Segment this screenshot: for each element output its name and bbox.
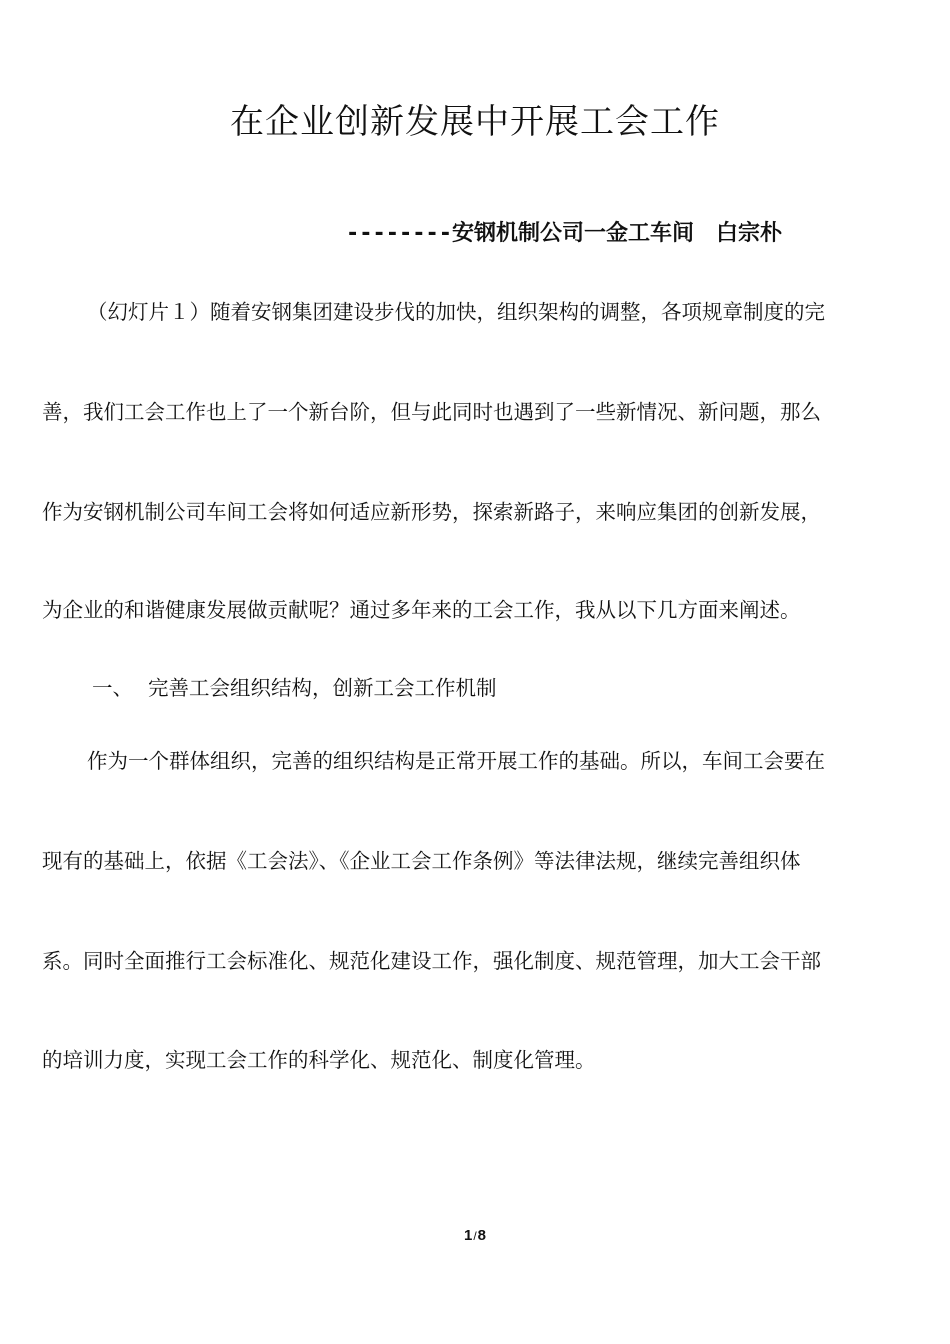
section-1-heading (92, 673, 950, 703)
paragraph-2-line-3: 系。同时全面推行工会标准化、规范化建设工作，强化制度、规范管理，加大工会干部 (42, 949, 821, 973)
document-byline: --------安钢机制公司一金工车间 白宗朴 (346, 221, 782, 246)
page-number (0, 1225, 950, 1247)
paragraph-2-line-1: 作为一个群体组织，完善的组织结构是正常开展工作的基础。所以，车间工会要在 (87, 749, 825, 773)
section-1-number: 一、 (92, 676, 133, 700)
page-current: 1 (463, 1227, 473, 1244)
page-total: 8 (477, 1227, 487, 1244)
page-separator: / (473, 1229, 477, 1243)
paragraph-2-line-4: 的培训力度，实现工会工作的科学化、规范化、制度化管理。 (42, 1048, 596, 1072)
document-title: 在企业创新发展中开展工会工作 (230, 102, 720, 142)
section-1-title: 完善工会组织结构，创新工会工作机制 (148, 676, 497, 700)
paragraph-1-line-3: 作为安钢机制公司车间工会将如何适应新形势，探索新路子，来响应集团的创新发展， (42, 500, 821, 524)
paragraph-2-line-2: 现有的基础上，依据《工会法》、《企业工会工作条例》等法律法规，继续完善组织体 (42, 849, 801, 873)
paragraph-1-line-4: 为企业的和谐健康发展做贡献呢？通过多年来的工会工作，我从以下几方面来阐述。 (42, 598, 801, 622)
paragraph-1-line-1: （幻灯片１）随着安钢集团建设步伐的加快，组织架构的调整，各项规章制度的完 (87, 300, 825, 324)
paragraph-1-line-2: 善，我们工会工作也上了一个新台阶，但与此同时也遇到了一些新情况、新问题，那么 (42, 400, 821, 424)
